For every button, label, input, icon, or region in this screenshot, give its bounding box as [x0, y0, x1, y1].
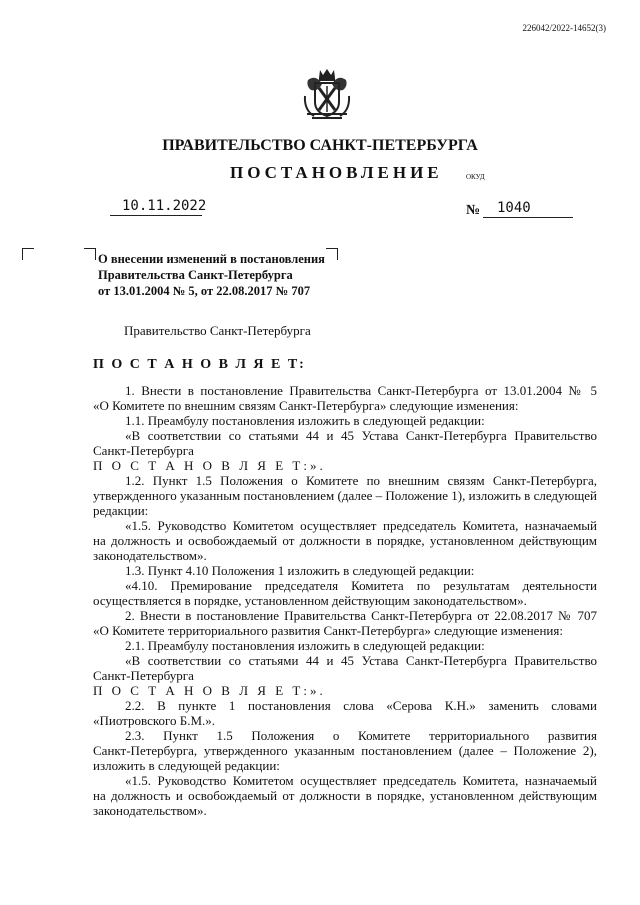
body-line: на должность и освобождаемый от должности в порядке, установленном действующим: [93, 788, 597, 803]
body-line: «В соответствии со статьями 44 и 45 Устава Санкт-Петербурга Правительство: [125, 428, 597, 443]
body-line: законодательством».: [93, 803, 207, 818]
intro-text: Правительство Санкт-Петербурга: [124, 323, 311, 338]
number-underline: [483, 217, 573, 218]
body-line: Санкт-Петербурга, утвержденного указанным постановлением (далее – Положение 2),: [93, 743, 597, 758]
body-line: 1.2. Пункт 1.5 Положения о Комитете по внешним связям Санкт-Петербурга,: [125, 473, 597, 488]
body-line: 1. Внести в постановление Правительства Санкт-Петербурга от 13.01.2004 № 5: [125, 383, 597, 398]
document-body: [93, 383, 597, 818]
document-number: 1040: [497, 200, 531, 216]
title-bracket-left: [22, 248, 34, 260]
body-line: 1.1. Преамбулу постановления изложить в следующей редакции:: [125, 413, 485, 428]
government-name: ПРАВИТЕЛЬСТВО САНКТ-ПЕТЕРБУРГА: [162, 137, 478, 154]
body-line: «О Комитете по внешним связям Санкт-Петербурга» следующие изменения:: [93, 398, 519, 413]
body-line: изложить в следующей редакции:: [93, 758, 280, 773]
body-line: Санкт-Петербурга: [93, 443, 194, 458]
okud-label: ОКУД: [466, 173, 485, 181]
body-line: «О Комитете территориального развития Санкт-Петербурга» следующие изменения:: [93, 623, 563, 638]
body-line: 2.3. Пункт 1.5 Положения о Комитете территориального развития: [125, 728, 597, 743]
body-line: редакции:: [93, 503, 149, 518]
body-line: «В соответствии со статьями 44 и 45 Устава Санкт-Петербурга Правительство: [125, 653, 597, 668]
document-date: 10.11.2022: [122, 198, 207, 214]
body-line: на должность и освобождаемый от должности в порядке, установленном действующим: [93, 533, 597, 548]
document-registration-number: 226042/2022-14652(3): [522, 23, 606, 33]
body-line: «1.5. Руководство Комитетом осуществляет председатель Комитета, назначаемый: [125, 773, 597, 788]
body-line: П О С Т А Н О В Л Я Е Т:».: [93, 683, 326, 698]
body-line: 2. Внести в постановление Правительства Санкт-Петербурга от 22.08.2017 № 707: [125, 608, 597, 623]
body-line: «1.5. Руководство Комитетом осуществляет председатель Комитета, назначаемый: [125, 518, 597, 533]
document-type: ПОСТАНОВЛЕНИЕ: [230, 163, 443, 182]
body-line: 2.1. Преамбулу постановления изложить в следующей редакции:: [125, 638, 485, 653]
body-line: 1.3. Пункт 4.10 Положения 1 изложить в следующей редакции:: [125, 563, 475, 578]
body-line: «Пиотровского Б.М.».: [93, 713, 216, 728]
title-line: О внесении изменений в постановления: [98, 252, 325, 266]
date-underline: [110, 215, 202, 216]
body-line: законодательством».: [93, 548, 207, 563]
body-line: утвержденного указанным постановлением (далее – Положение 1), изложить в следующей: [93, 488, 597, 503]
body-line: 2.2. В пункте 1 постановления слова «Серова К.Н.» заменить словами: [125, 698, 597, 713]
title-line: от 13.01.2004 № 5, от 22.08.2017 № 707: [98, 284, 311, 298]
body-line: осуществляется в порядке, установленном действующим законодательством».: [93, 593, 527, 608]
title-bracket-inner: [84, 248, 96, 260]
number-sign: №: [466, 203, 481, 218]
body-line: Санкт-Петербурга: [93, 668, 194, 683]
coat-of-arms-emblem: [302, 66, 352, 124]
title-line: Правительства Санкт-Петербурга: [98, 268, 293, 282]
body-line: П О С Т А Н О В Л Я Е Т:».: [93, 458, 326, 473]
title-bracket-right: [326, 248, 338, 260]
resolves-heading: П О С Т А Н О В Л Я Е Т:: [93, 357, 306, 372]
body-line: «4.10. Премирование председателя Комитета по результатам деятельности: [125, 578, 597, 593]
document-title: [98, 251, 325, 299]
